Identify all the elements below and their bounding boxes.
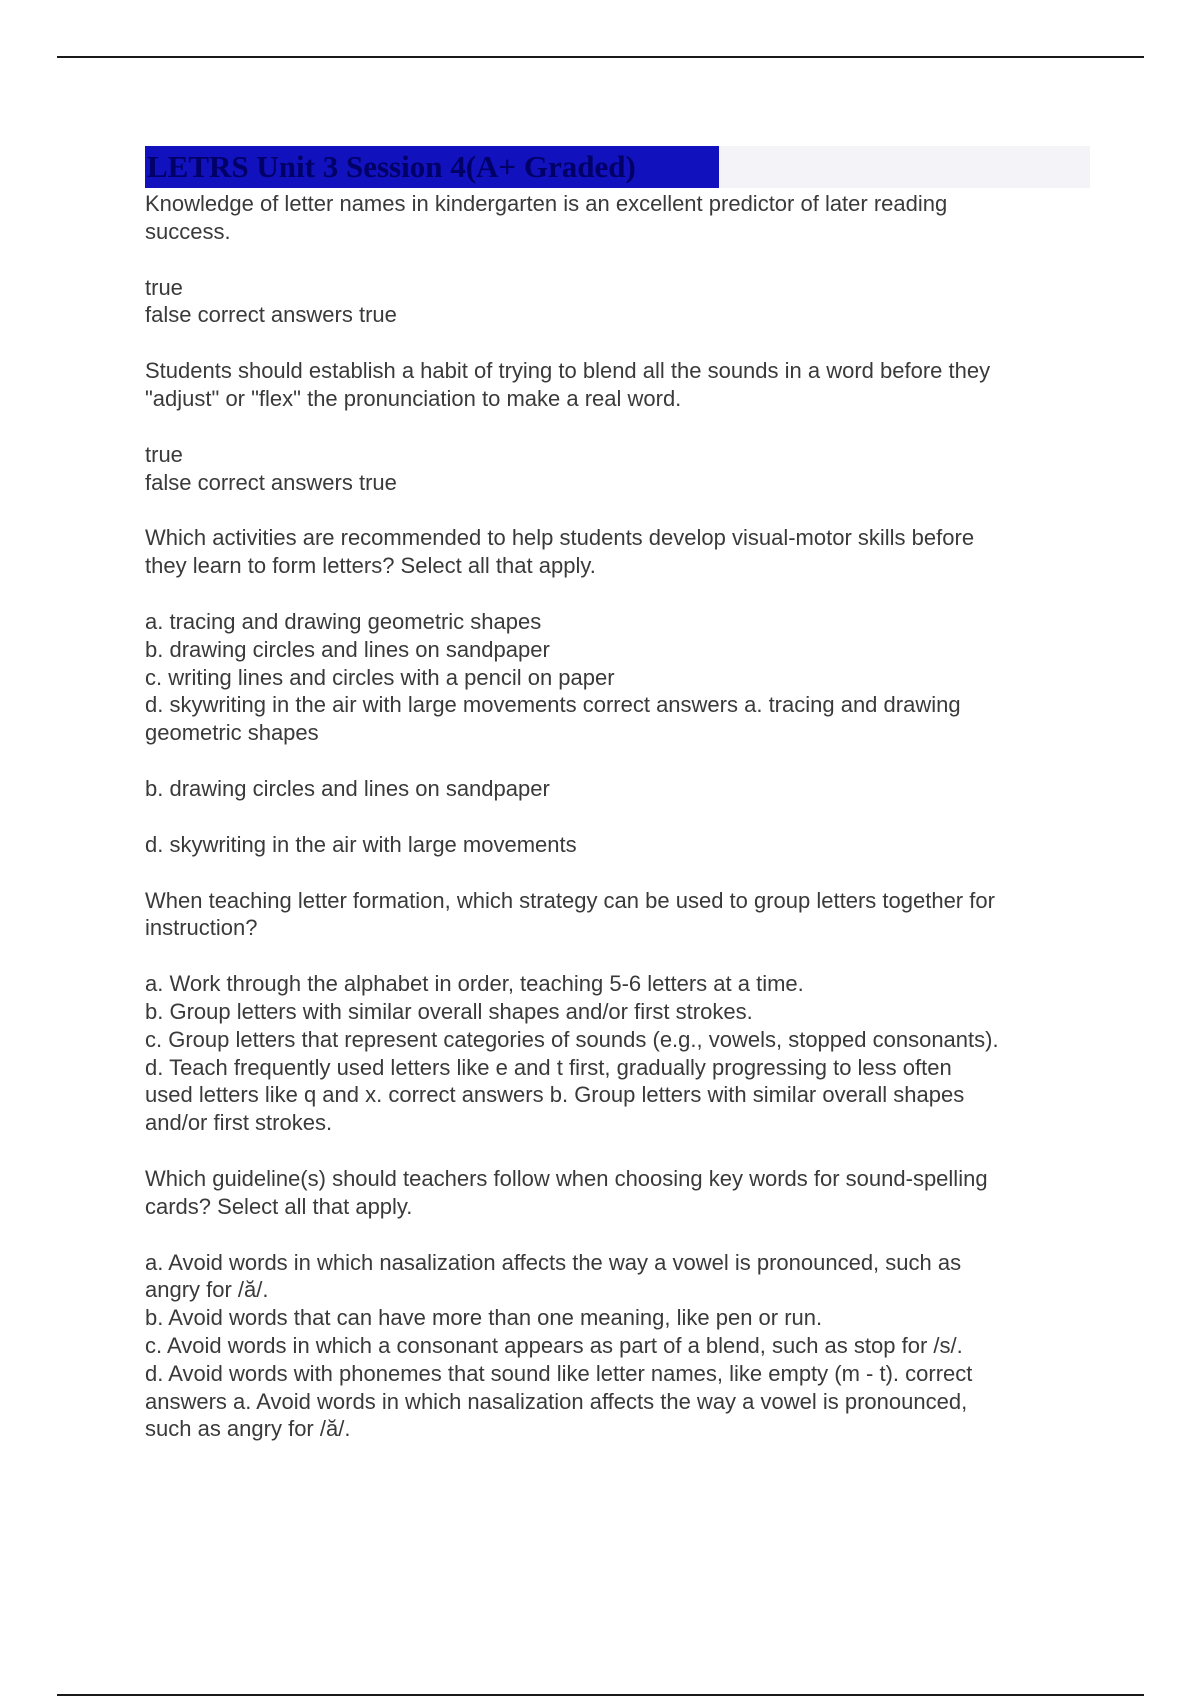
top-rule — [57, 56, 1144, 58]
text-block — [145, 831, 1090, 859]
text-line: c. Avoid words in which a consonant appears as part of a blend, such as stop for /s/. — [145, 1332, 963, 1358]
text-line: such as angry for /ă/. — [145, 1416, 351, 1442]
block-gap — [145, 580, 1090, 608]
text-line: "adjust" or "flex" the pronunciation to make a real word. — [145, 385, 682, 411]
text-block — [145, 887, 1090, 943]
block-gap — [145, 803, 1090, 831]
text-block — [145, 524, 1090, 580]
text-line: geometric shapes — [145, 720, 319, 746]
text-block — [145, 441, 1090, 497]
text-line: true — [145, 274, 183, 300]
text-line: a. Avoid words in which nasalization affects the way a vowel is pronounced, such as — [145, 1249, 962, 1275]
text-block — [145, 775, 1090, 803]
text-line: angry for /ă/. — [145, 1277, 269, 1303]
text-block — [145, 357, 1090, 413]
text-line: a. tracing and drawing geometric shapes — [145, 608, 542, 634]
block-gap — [145, 942, 1090, 970]
text-line: Which guideline(s) should teachers follow when choosing key words for sound-spelling — [145, 1165, 988, 1191]
block-gap — [145, 1221, 1090, 1249]
text-line: c. Group letters that represent categories of sounds (e.g., vowels, stopped consonants). — [145, 1026, 999, 1052]
block-gap — [145, 1137, 1090, 1165]
text-line: b. Group letters with similar overall shapes and/or first strokes. — [145, 998, 753, 1024]
text-line: instruction? — [145, 915, 258, 941]
question-list — [145, 190, 1090, 1443]
text-line: When teaching letter formation, which strategy can be used to group letters together for — [145, 887, 995, 913]
block-gap — [145, 413, 1090, 441]
bottom-rule — [57, 1694, 1144, 1696]
text-line: Which activities are recommended to help students develop visual-motor skills before — [145, 525, 975, 551]
text-block — [145, 190, 1090, 246]
document-body — [145, 146, 1090, 1443]
text-line: d. Teach frequently used letters like e and t first, gradually progressing to less often — [145, 1054, 952, 1080]
text-line: a. Work through the alphabet in order, teaching 5-6 letters at a time. — [145, 971, 804, 997]
text-line: c. writing lines and circles with a pencil on paper — [145, 664, 615, 690]
text-line: they learn to form letters? Select all that apply. — [145, 553, 596, 579]
text-line: false correct answers true — [145, 469, 397, 495]
block-gap — [145, 246, 1090, 274]
text-line: false correct answers true — [145, 302, 397, 328]
text-block — [145, 1249, 1090, 1444]
text-line: d. skywriting in the air with large movements correct answers a. tracing and drawing — [145, 692, 961, 718]
text-line: d. Avoid words with phonemes that sound like letter names, like empty (m - t). correct — [145, 1360, 973, 1386]
text-line: answers a. Avoid words in which nasalization affects the way a vowel is pronounced, — [145, 1388, 968, 1414]
text-line: d. skywriting in the air with large movements — [145, 831, 577, 857]
block-gap — [145, 747, 1090, 775]
text-line: Students should establish a habit of trying to blend all the sounds in a word before they — [145, 358, 991, 384]
block-gap — [145, 859, 1090, 887]
text-line: Knowledge of letter names in kindergarten is an excellent predictor of later reading — [145, 191, 948, 216]
text-line: b. drawing circles and lines on sandpaper — [145, 636, 550, 662]
text-block — [145, 970, 1090, 1137]
block-gap — [145, 329, 1090, 357]
text-block — [145, 274, 1090, 330]
text-line: success. — [145, 218, 231, 244]
text-line: and/or first strokes. — [145, 1110, 333, 1136]
document-title: LETRS Unit 3 Session 4(A+ Graded) — [145, 146, 719, 188]
text-line: used letters like q and x. correct answers b. Group letters with similar overall shapes — [145, 1082, 965, 1108]
text-line: b. drawing circles and lines on sandpaper — [145, 775, 550, 801]
block-gap — [145, 496, 1090, 524]
text-line: b. Avoid words that can have more than one meaning, like pen or run. — [145, 1305, 823, 1331]
text-line: cards? Select all that apply. — [145, 1193, 413, 1219]
title-band — [145, 146, 1090, 188]
text-line: true — [145, 441, 183, 467]
text-block — [145, 608, 1090, 747]
text-block — [145, 1165, 1090, 1221]
